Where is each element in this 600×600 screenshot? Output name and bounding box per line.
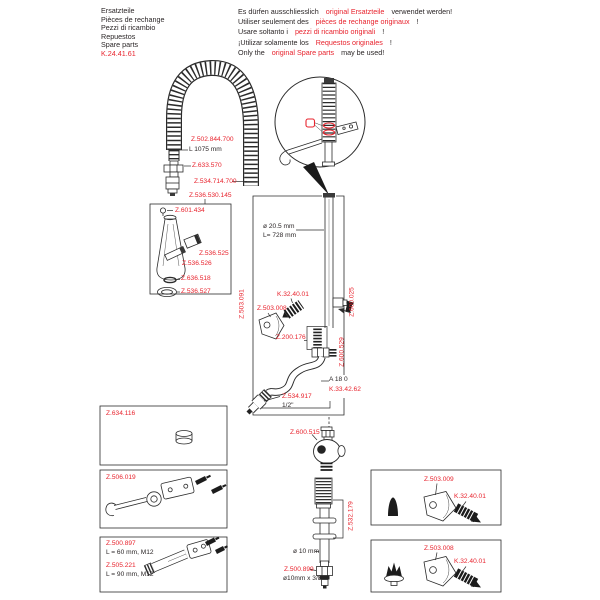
part-label-k324001-box1: K.32.40.01 (454, 493, 486, 500)
part-label-z503008-main: Z.503.008 (257, 305, 287, 312)
part-label-z536525: Z.536.525 (199, 250, 229, 257)
dim-label-l60: L = 60 mm, M12 (106, 549, 154, 556)
part-label-k324001-main: K.32.40.01 (277, 291, 309, 298)
dim-label-a18: A 18 0 (329, 376, 348, 383)
header-right (238, 7, 452, 58)
part-label-z601434: Z.601.434 (175, 207, 205, 214)
dim-label-dia10: ø 10 mm (293, 548, 320, 555)
part-label-z500899: Z.500.899 (284, 566, 314, 573)
part-label-z600025: Z.600.025 (348, 287, 356, 317)
part-label-z500897: Z.500.897 (106, 540, 136, 547)
notice-line: Utiliser seulement des pièces de rechange originaux ! (238, 17, 419, 27)
part-label-z534714700: Z.534.714.700 (194, 178, 237, 185)
part-label-z536526: Z.536.526 (182, 260, 212, 267)
part-label-z503091: Z.503.091 (238, 289, 246, 319)
spring-hose-drawing (164, 68, 251, 196)
part-label-z505221: Z.505.221 (106, 562, 136, 569)
header-left-line: Pezzi di ricambio (101, 23, 156, 33)
dim-label-l90: L = 90 mm, M12 (106, 571, 154, 578)
part-label-z600529: Z.600.529 (338, 337, 346, 367)
part-label-z200176: Z.200.176 (276, 334, 306, 341)
part-label-z506019: Z.506.019 (106, 474, 136, 481)
part-label-z633570: Z.633.570 (192, 162, 222, 169)
notice-line: Es dürfen ausschliesslich original Ersatzteile verwendet werden! (238, 7, 453, 16)
notice-line: ¡Utilizar solamente los Requestos originales ! (238, 37, 392, 47)
header-left-line: Spare parts (101, 40, 139, 50)
header-left-line: Pièces de rechange (101, 14, 165, 24)
part-label-k334262: K.33.42.62 (329, 386, 361, 393)
part-label-z600515: Z.600.515 (290, 429, 320, 436)
dim-label-dia205: ø 20.5 mm (263, 223, 295, 230)
notice-line: Only the original Spare parts may be used! (238, 47, 385, 57)
riser-assembly (313, 417, 345, 589)
notice-line: Usare soltanto i pezzi di ricambio originali ! (238, 27, 385, 37)
dim-label-l728: L= 728 mm (263, 232, 297, 239)
part-label-z503009: Z.503.009 (424, 476, 454, 483)
dim-label-l1075: L 1075 mm (189, 146, 222, 153)
part-label-z634116: Z.634.116 (106, 410, 136, 417)
part-label-z532179: Z.532.179 (347, 501, 355, 531)
sheet-part-code: K.24.41.61 (101, 48, 136, 58)
part-label-z534917: Z.534.917 (282, 393, 312, 400)
part-label-z536527: Z.536.527 (181, 288, 211, 295)
part-label-z502844700: Z.502.844.700 (191, 136, 234, 143)
dim-label-dia10x38: ø10mm x 3/8" (283, 575, 324, 582)
right-boxes (371, 470, 501, 592)
part-label-z536530145: Z.536.530.145 (189, 192, 232, 199)
part-label-k324001-box2: K.32.40.01 (454, 558, 486, 565)
header-left (101, 7, 165, 59)
header-left-line: Ersatzteile (101, 6, 135, 15)
header-left-line: Repuestos (101, 31, 136, 41)
part-label-z636518: Z.636.518 (181, 275, 211, 282)
dim-label-half-inch: 1/2" (282, 402, 294, 409)
detail-circle (275, 77, 365, 195)
part-label-z503008-box2: Z.503.008 (424, 545, 454, 552)
